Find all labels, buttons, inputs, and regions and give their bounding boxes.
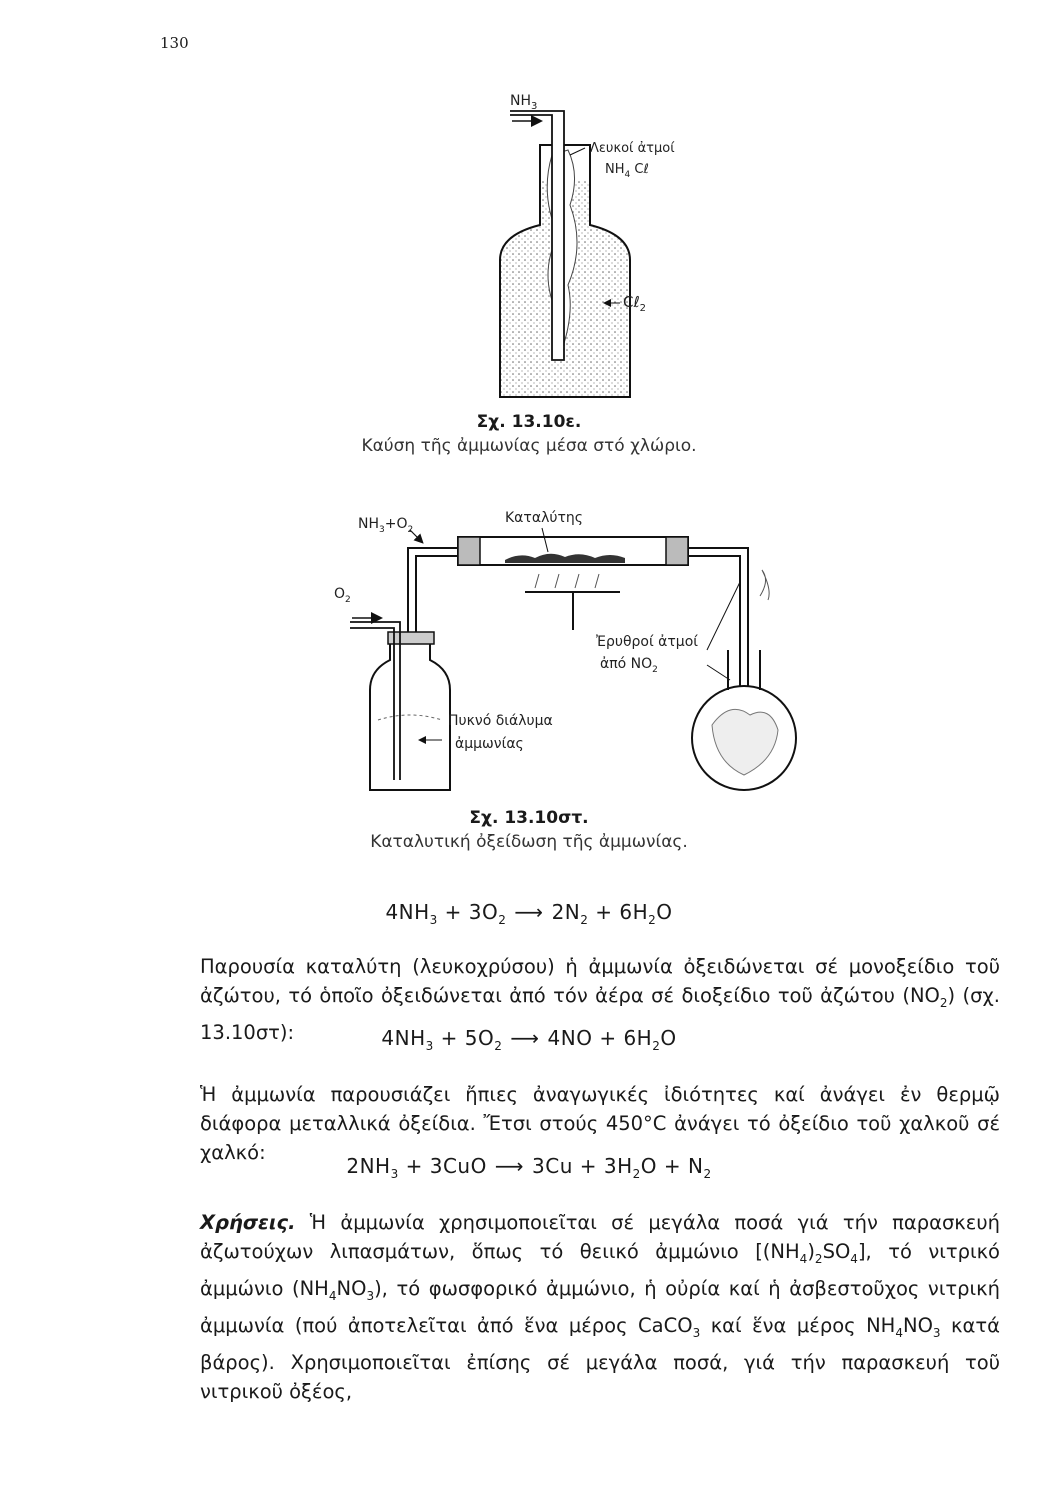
figure-e-caption <box>0 412 1058 456</box>
figure-st-text: Καταλυτική ὀξείδωση τῆς ἀμμωνίας. <box>370 832 688 852</box>
uses-heading: Χρήσεις. <box>200 1211 296 1234</box>
paragraph-uses: Χρήσεις. Ἡ ἀμμωνία χρησιμοποιεῖται σέ μεγάλα ποσά γιά τήν παρασκευή ἀζωτούχων λιπασμάτων, ὅπως τό θειικό ἀμμώνιο $[(NH_4)_2SO_4]$, τό νιτρικό ἀμμώνιο $(NH_4NO_3)$, τό φωσφορικό ἀμμώνιο, ἡ οὐρία καί ἡ ἀσβεστοῦχος νιτρική ἀμμωνία (πού ἀποτελεῖται ἀπό ἕνα μέρος CaCO$_3$ καί ἕνα μέρος $NH_4NO_3$ κατά βάρος). Χρησιμοποιεῖται ἐπίσης σέ μεγάλα ποσά, γιά τήν παρασκευή τοῦ νιτρικοῦ ὀξέος, <box>200 1211 1000 1403</box>
reaction-arrow: ⟶ <box>514 900 544 924</box>
figure-e-text: Καύση τῆς ἀμμωνίας μέσα στό χλώριο. <box>361 436 697 456</box>
label-solution-1: Πυκνό διάλυμα <box>448 713 553 729</box>
reaction-arrow: ⟶ <box>510 1026 540 1050</box>
equation-1: $4NH_3 + 3O_2$ ⟶ $2N_2 + 6H_2O$ <box>385 900 673 927</box>
figure-ammonia-chlorine <box>440 85 740 405</box>
page-number: 130 <box>160 34 189 52</box>
label-nh3-e: $NH_3$ <box>510 93 538 112</box>
equation-2: $4NH_3 + 5O_2$ ⟶ $4NO + 6H_2O$ <box>381 1026 677 1053</box>
paragraph-catalytic: Παρουσία καταλύτη (λευκοχρύσου) ἡ ἀμμωνία ὀξειδώνεται σέ μονοξείδιο τοῦ ἀζώτου, τό ὁποῖο ὀξειδώνεται ἀπό τόν ἀέρα σέ διοξείδιο τοῦ ἀζώτου $(NO_2)$ (σχ. 13.10στ): <box>200 955 1000 1044</box>
reaction-arrow: ⟶ <box>494 1154 525 1178</box>
label-o2: $O_2$ <box>334 586 351 605</box>
figure-st-caption <box>0 808 1058 852</box>
label-nh3-o2: $NH_3+O_2$ <box>358 516 414 535</box>
label-cl2: Cℓ$_2$ <box>623 293 647 314</box>
label-red-fumes-2: ἀπό $NO_2$ <box>600 656 658 675</box>
label-solution-2: ἀμμωνίας <box>455 736 524 752</box>
label-white-fumes: Λευκοί ἀτμοί <box>590 141 675 156</box>
equation-3: $2NH_3 + 3CuO$ ⟶ $3Cu + 3H_2O + N_2$ <box>346 1154 712 1181</box>
label-catalyst: Καταλύτης <box>505 510 583 526</box>
figure-st-number: Σχ. 13.10στ. <box>469 808 589 828</box>
figure-e-number: Σχ. 13.10ε. <box>476 412 582 432</box>
label-red-fumes-1: Ἐρυθροί ἀτμοί <box>596 634 699 650</box>
figure-catalytic-oxidation <box>330 500 810 810</box>
paragraph-reducing: Ἡ ἀμμωνία παρουσιάζει ἤπιες ἀναγωγικές ἰδιότητες καί ἀνάγει ἐν θερμῷ διάφορα μεταλλικά ὀξείδια. Ἔτσι στούς 450°C ἀνάγει τό ὀξείδιο τοῦ χαλκοῦ σέ χαλκό: <box>200 1083 1000 1164</box>
label-nh4cl: $NH_4$ Cℓ <box>605 162 649 180</box>
